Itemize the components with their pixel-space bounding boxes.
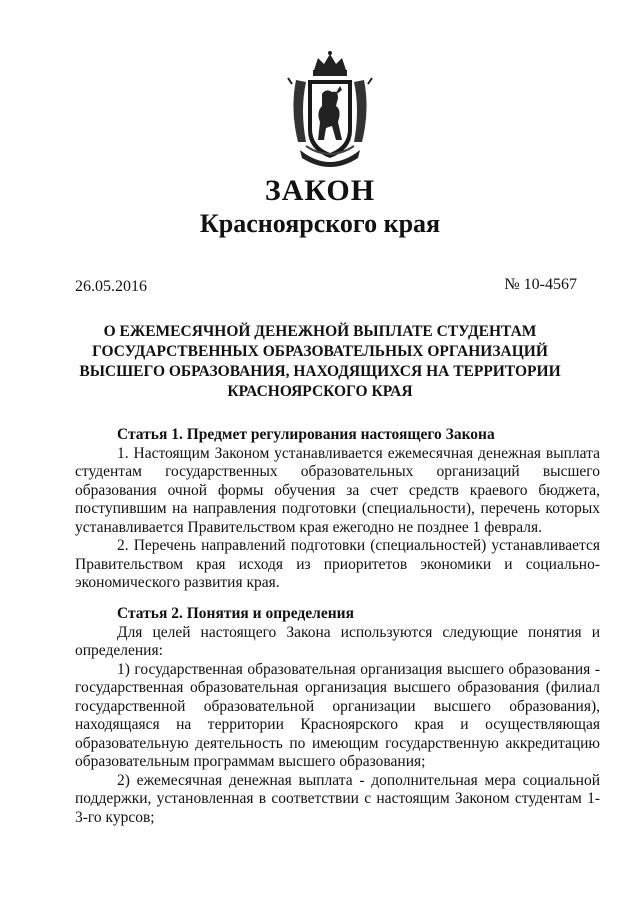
article-paragraph: Для целей настоящего Закона используются следующие понятия и определения: (75, 623, 600, 659)
article-1 (75, 426, 600, 593)
article-paragraph: 2) ежемесячная денежная выплата - дополнительная мера социальной поддержки, установленная в соответствии с настоящим Законом студентам 1-3-го курсов; (75, 771, 600, 826)
article-title: Статья 1. Предмет регулирования настоящего Закона (117, 426, 495, 443)
document-heading (70, 322, 570, 402)
article-paragraph: 2. Перечень направлений подготовки (специальностей) устанавливается Правительством края исходя из приоритетов экономики и социально-экономического развития края. (75, 537, 600, 591)
document-date: 26.05.2016 (75, 278, 147, 295)
coat-of-arms-icon (286, 50, 374, 176)
document-number: № 10-4567 (504, 276, 577, 293)
article-2 (75, 605, 600, 827)
article-paragraph: 1. Настоящим Законом устанавливается ежемесячная денежная выплата студентам государственных образовательных организаций высшего образования очной формы обучения за счет средств краевого бюджета, поступившим на направления подготовки (специальности), перечень которых устанавливается Правительством края ежегодно не позднее 1 февраля. (75, 444, 600, 536)
article-title: Статья 2. Понятия и определения (117, 605, 354, 622)
article-paragraph: 1) государственная образовательная организация высшего образования - государственная образовательная организация высшего образования (филиал государственной образовательной организации высшего образования), находящаяся на территории Красноярского края и осуществляющая образовательную деятельность по имеющим государственную аккредитацию образовательным программам высшего образования; (75, 660, 600, 770)
law-subtitle: Красноярского края (199, 209, 441, 238)
law-title: ЗАКОН (264, 174, 376, 207)
heading-line: ГОСУДАРСТВЕННЫХ ОБРАЗОВАТЕЛЬНЫХ ОРГАНИЗАЦИЙ (92, 343, 548, 360)
heading-line: ВЫСШЕГО ОБРАЗОВАНИЯ, НАХОДЯЩИХСЯ НА ТЕРРИТОРИИ (79, 363, 561, 380)
heading-line: О ЕЖЕМЕСЯЧНОЙ ДЕНЕЖНОЙ ВЫПЛАТЕ СТУДЕНТАМ (103, 323, 537, 340)
heading-line: КРАСНОЯРСКОГО КРАЯ (227, 383, 413, 400)
